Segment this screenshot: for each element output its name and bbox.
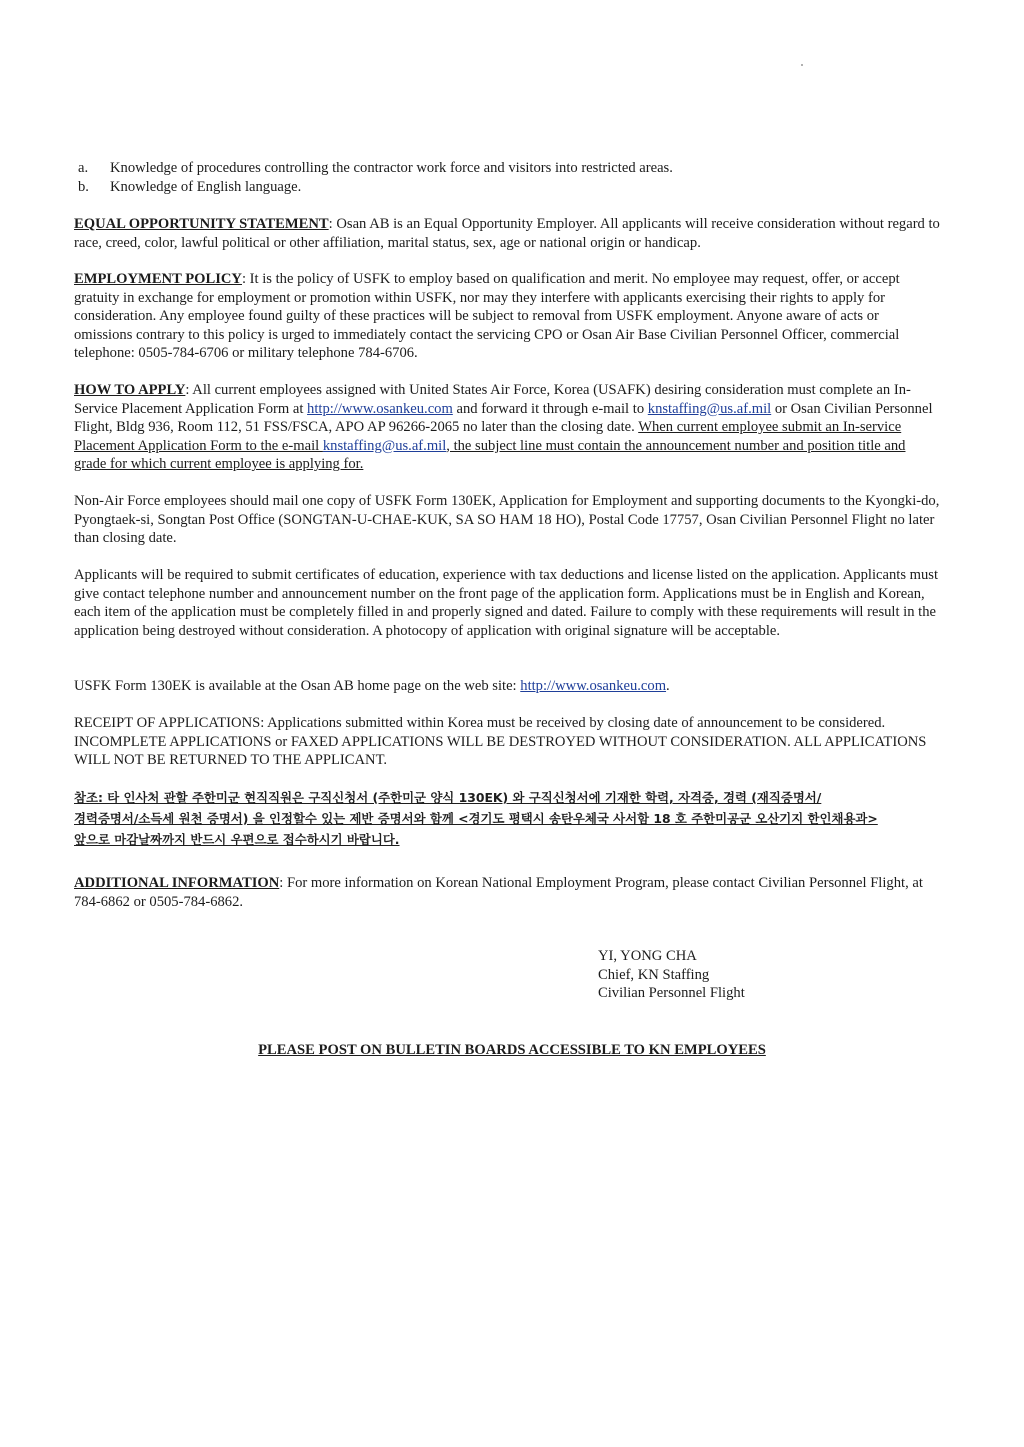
equal-opportunity-heading: EQUAL OPPORTUNITY STATEMENT [74, 216, 329, 232]
osankeu-link-2[interactable]: http://www.osankeu.com [520, 678, 667, 694]
non-air-force-paragraph: Non-Air Force employees should mail one copy of USFK Form 130EK, Application for Employment and supporting documents to the Kyongki-do, Pyongtaek-si, Songtan Post Office (SONGTAN-U-CHAE-KUK, SA SO HAM 18 HO), Postal Code 17757, Osan Civilian Personnel Flight no later than closing date. [74, 493, 940, 547]
requirement-item-a [78, 159, 878, 178]
signer-name: YI, YONG CHA [598, 948, 697, 964]
employment-policy-section [74, 270, 940, 363]
form-availability-end: . [666, 678, 670, 694]
additional-information-text: : For more information on Korean National Employment Program, please contact Civilian Personnel Flight, at 784-6862 or 0505-784-6862. [74, 875, 923, 910]
korean-notice-line: 경력증명서/소득세 원천 증명서) 을 인정할수 있는 제반 증명서와 함께 <경기도 평택시 송탄우체국 사서함 18 호 주한미공군 오산기지 한인채용과> [74, 811, 878, 826]
list-marker: a. [78, 160, 89, 176]
list-item-text: Knowledge of English language. [110, 179, 302, 195]
form-availability-text: USFK Form 130EK is available at the Osan AB home page on the web site: [74, 678, 521, 694]
how-to-apply-text: or Osan Civilian Personnel Flight, Bldg 936, Room 112, 51 FSS/FSCA, APO AP 96266-2065 no later than the closing date. [74, 400, 933, 436]
how-to-apply-text: and forward it through e-mail to [452, 400, 648, 417]
scan-speck [801, 64, 803, 66]
requirement-item-b [78, 178, 878, 197]
knstaffing-email-link[interactable]: knstaffing@us.af.mil [647, 400, 772, 417]
additional-information-heading: ADDITIONAL INFORMATION [74, 875, 280, 891]
certificates-paragraph: Applicants will be required to submit certificates of education, experience with tax deductions and license listed on the application. Applicants must give contact telephone number and announcement number on the front page of the application form. Applications must be in English and Korean, each item of the application must be completely filled in and properly signed and dated. Failure to comply with these requirements will result in the application being destroyed without consideration. A photocopy of application with original signature will be acceptable. [74, 567, 939, 639]
form-availability-paragraph [74, 677, 940, 696]
knstaffing-email-link-2[interactable]: knstaffing@us.af.mil [322, 437, 447, 454]
signer-title: Chief, KN Staffing [598, 966, 710, 983]
instruction-text: , the subject line must contain the announcement number and position title and grade for which current employee is applying for. [74, 437, 906, 473]
signature-block [598, 947, 858, 1003]
employment-policy-text: : It is the policy of USFK to employ based on qualification and merit. No employee may request, offer, or accept gratuity in exchange for employment or promotion within USFK, nor may they interfere with applicants exercising their rights to apply for consideration. Any employee found guilty of these practices will be subject to removal from USFK employment. Anyone aware of acts or omissions contrary to this policy is urged to immediately contact the servicing CPO or Osan Air Base Civilian Personnel Officer, commercial telephone: 0505-784-6706 or military telephone 784-6706. [74, 271, 900, 362]
list-item-text: Knowledge of procedures controlling the contractor work force and visitors into restricted areas. [110, 160, 673, 176]
equal-opportunity-section [74, 215, 940, 252]
how-to-apply-section [74, 381, 940, 474]
how-to-apply-heading: HOW TO APPLY [74, 382, 186, 398]
korean-notice [74, 787, 940, 850]
how-to-apply-text: : All current employees assigned with United States Air Force, Korea (USAFK) desiring consideration must complete an In-Service Placement Application Form at [74, 382, 911, 417]
additional-information-section [74, 874, 940, 911]
posting-notice: PLEASE POST ON BULLETIN BOARDS ACCESSIBLE TO KN EMPLOYEES [258, 1042, 766, 1058]
equal-opportunity-text: : Osan AB is an Equal Opportunity Employer. All applicants will receive consideration without regard to race, creed, color, lawful political or other affiliation, marital status, sex, age or national origin or handicap. [74, 216, 940, 251]
signer-office: Civilian Personnel Flight [598, 985, 745, 1002]
osankeu-link[interactable]: http://www.osankeu.com [307, 400, 453, 417]
instruction-text: When current employee submit an In-service Placement Application Form to the e-mail [74, 419, 902, 454]
korean-notice-line: 참조: 타 인사처 관할 주한미군 현직직원은 구직신청서 (주한미군 양식 130EK) 와 구직신청서에 기재한 학력, 자격증, 경력 (재직증명서/ [74, 790, 822, 805]
receipt-of-applications-paragraph: RECEIPT OF APPLICATIONS: Applications submitted within Korea must be received by closing date of announcement to be considered. INCOMPLETE APPLICATIONS or FAXED APPLICATIONS WILL BE DESTROYED WITHOUT CONSIDERATION. ALL APPLICATIONS WILL NOT BE RETURNED TO THE APPLICANT. [74, 715, 927, 769]
korean-notice-line: 앞으로 마감날짜까지 반드시 우편으로 접수하시기 바랍니다. [74, 832, 400, 847]
list-marker: b. [78, 179, 89, 195]
employment-policy-heading: EMPLOYMENT POLICY [74, 271, 242, 287]
